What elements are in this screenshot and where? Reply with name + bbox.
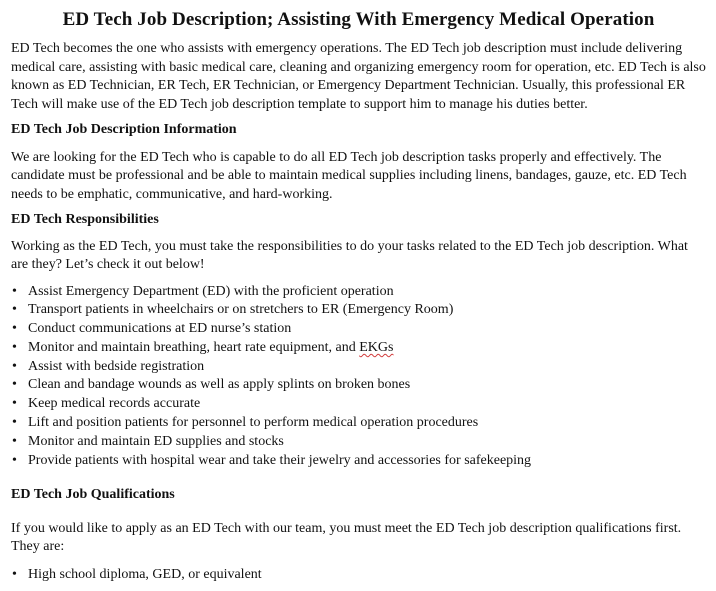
list-item	[11, 358, 706, 377]
list-item	[11, 301, 706, 320]
list-item	[11, 320, 706, 339]
list-item-text: Assist Emergency Department (ED) with the proficient operation	[28, 283, 394, 299]
responsibilities-paragraph: Working as the ED Tech, you must take the responsibilities to do your tasks related to the ED Tech job description. What are they? Let’s check it out below!	[11, 238, 688, 272]
bullet-icon: •	[12, 358, 17, 374]
information-paragraph: We are looking for the ED Tech who is capable to do all ED Tech job description tasks properly and effectively. The candidate must be professional and be able to maintain medical supplies including linens, bandages, gauze, etc. ED Tech needs to be emphatic, communicative, and hard-working.	[11, 149, 687, 202]
list-item-text: Monitor and maintain breathing, heart rate equipment, and	[28, 339, 360, 355]
list-item	[11, 566, 706, 585]
list-item	[11, 433, 706, 452]
list-item	[11, 283, 706, 302]
bullet-icon: •	[12, 566, 17, 582]
list-item-text: Assist with bedside registration	[28, 358, 205, 374]
spellcheck-flagged-word[interactable]: EKGs	[359, 339, 394, 355]
document-title: ED Tech Job Description; Assisting With Emergency Medical Operation	[62, 9, 655, 30]
list-item-text: Clean and bandage wounds as well as apply splints on broken bones	[28, 377, 411, 393]
responsibilities-list	[11, 283, 706, 471]
qualifications-paragraph: If you would like to apply as an ED Tech with our team, you must meet the ED Tech job description qualifications first. They are:	[11, 520, 682, 555]
list-item-text: Transport patients in wheelchairs or on stretchers to ER (Emergency Room)	[28, 302, 454, 318]
information-heading: ED Tech Job Description Information	[11, 122, 237, 137]
list-item-text: High school diploma, GED, or equivalent	[28, 566, 262, 582]
list-item-text: Provide patients with hospital wear and take their jewelry and accessories for safekeeping	[28, 452, 532, 468]
bullet-icon: •	[12, 452, 17, 468]
qualifications-heading: ED Tech Job Qualifications	[11, 487, 175, 503]
list-item-text: Keep medical records accurate	[28, 396, 201, 412]
list-item	[11, 339, 706, 358]
list-item	[11, 395, 706, 414]
list-item	[11, 452, 706, 471]
list-item-text: Monitor and maintain ED supplies and stocks	[28, 433, 284, 449]
bullet-icon: •	[12, 283, 17, 299]
bullet-icon: •	[12, 377, 17, 393]
qualifications-list	[11, 566, 706, 585]
list-item-text: Lift and position patients for personnel to perform medical operation procedures	[28, 415, 479, 431]
intro-paragraph: ED Tech becomes the one who assists with emergency operations. The ED Tech job description must include delivering medical care, assisting with basic medical care, cleaning and organizing emergency room for operation, etc. ED Tech is also known as ED Technician, ER Tech, ER Technician, or Emergency Department Technician. Usually, this professional ER Tech will make use of the ED Tech job description template to support him to manage his duties better.	[11, 41, 706, 112]
bullet-icon: •	[12, 321, 17, 337]
bullet-icon: •	[12, 415, 17, 431]
list-item	[11, 376, 706, 395]
responsibilities-heading: ED Tech Responsibilities	[11, 212, 159, 227]
list-item	[11, 414, 706, 433]
list-item-text: Conduct communications at ED nurse’s station	[28, 321, 292, 337]
bullet-icon: •	[12, 396, 17, 412]
bullet-icon: •	[12, 339, 17, 355]
bullet-icon: •	[12, 302, 17, 318]
bullet-icon: •	[12, 433, 17, 449]
